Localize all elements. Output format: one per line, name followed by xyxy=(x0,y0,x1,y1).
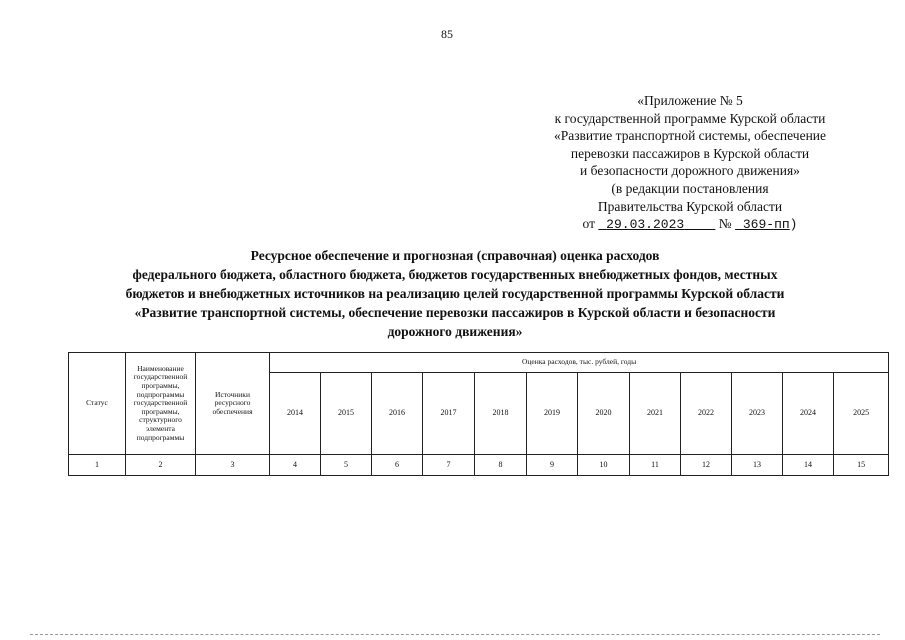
year-cell: 2017 xyxy=(423,373,475,455)
year-cell: 2022 xyxy=(681,373,732,455)
column-number: 4 xyxy=(270,455,321,476)
year-cell: 2021 xyxy=(630,373,681,455)
year-cell: 2018 xyxy=(475,373,527,455)
decree-date: 29.03.2023 xyxy=(606,217,685,233)
year-cell: 2025 xyxy=(834,373,889,455)
year-cell: 2023 xyxy=(732,373,783,455)
column-number: 3 xyxy=(196,455,270,476)
year-cell: 2024 xyxy=(783,373,834,455)
column-number: 10 xyxy=(578,455,630,476)
column-number: 1 xyxy=(69,455,126,476)
appendix-line: перевозки пассажиров в Курской области xyxy=(570,145,810,161)
header-estimate: Оценка расходов, тыс. рублей, годы xyxy=(270,353,889,373)
document-title xyxy=(60,246,850,341)
appendix-line: «Развитие транспортной системы, обеспечение xyxy=(553,128,827,144)
appendix-line: (в редакции постановления xyxy=(611,180,769,196)
table-header-row xyxy=(69,353,889,373)
column-number: 14 xyxy=(783,455,834,476)
column-numbers-row xyxy=(69,455,889,476)
appendix-line: Правительства Курской области xyxy=(597,198,783,214)
title-line: Ресурсное обеспечение и прогнозная (справочная) оценка расходов xyxy=(250,248,660,263)
column-number: 2 xyxy=(126,455,196,476)
appendix-line: и безопасности дорожного движения» xyxy=(580,163,800,179)
column-number: 6 xyxy=(372,455,423,476)
scan-edge-line xyxy=(30,634,880,637)
page-number: 85 xyxy=(441,27,453,41)
column-number: 15 xyxy=(834,455,889,476)
year-cell: 2020 xyxy=(578,373,630,455)
column-number: 8 xyxy=(475,455,527,476)
year-cell: 2016 xyxy=(372,373,423,455)
year-cell: 2015 xyxy=(321,373,372,455)
number-prefix: № xyxy=(718,216,732,232)
appendix-date-line xyxy=(530,215,850,234)
title-line: дорожного движения» xyxy=(387,324,523,339)
column-number: 12 xyxy=(681,455,732,476)
title-line: бюджетов и внебюджетных источников на реализацию целей государственной программы Курской области xyxy=(125,286,785,301)
date-prefix: от xyxy=(582,216,595,232)
appendix-line: «Приложение № 5 xyxy=(637,93,743,108)
header-sources: Источники ресурсного обеспечения xyxy=(196,353,270,455)
appendix-line: к государственной программе Курской области xyxy=(554,110,826,126)
column-number: 7 xyxy=(423,455,475,476)
header-name: Наименование государственной программы, подпрограммы государственной программы, структурного элемента подпрограммы xyxy=(126,353,196,455)
column-number: 5 xyxy=(321,455,372,476)
appendix-block xyxy=(530,92,850,234)
title-line: «Развитие транспортной системы, обеспечение перевозки пассажиров в Курской области и безопасности xyxy=(134,305,776,320)
year-cell: 2019 xyxy=(527,373,578,455)
resource-table xyxy=(68,352,889,476)
column-number: 11 xyxy=(630,455,681,476)
column-number: 13 xyxy=(732,455,783,476)
title-line: федерального бюджета, областного бюджета, бюджетов государственных внебюджетных фондов, местных xyxy=(132,267,778,282)
column-number: 9 xyxy=(527,455,578,476)
decree-number: 369-пп xyxy=(742,217,790,233)
year-cell: 2014 xyxy=(270,373,321,455)
closing-paren: ) xyxy=(789,217,798,233)
header-status: Статус xyxy=(69,353,126,455)
